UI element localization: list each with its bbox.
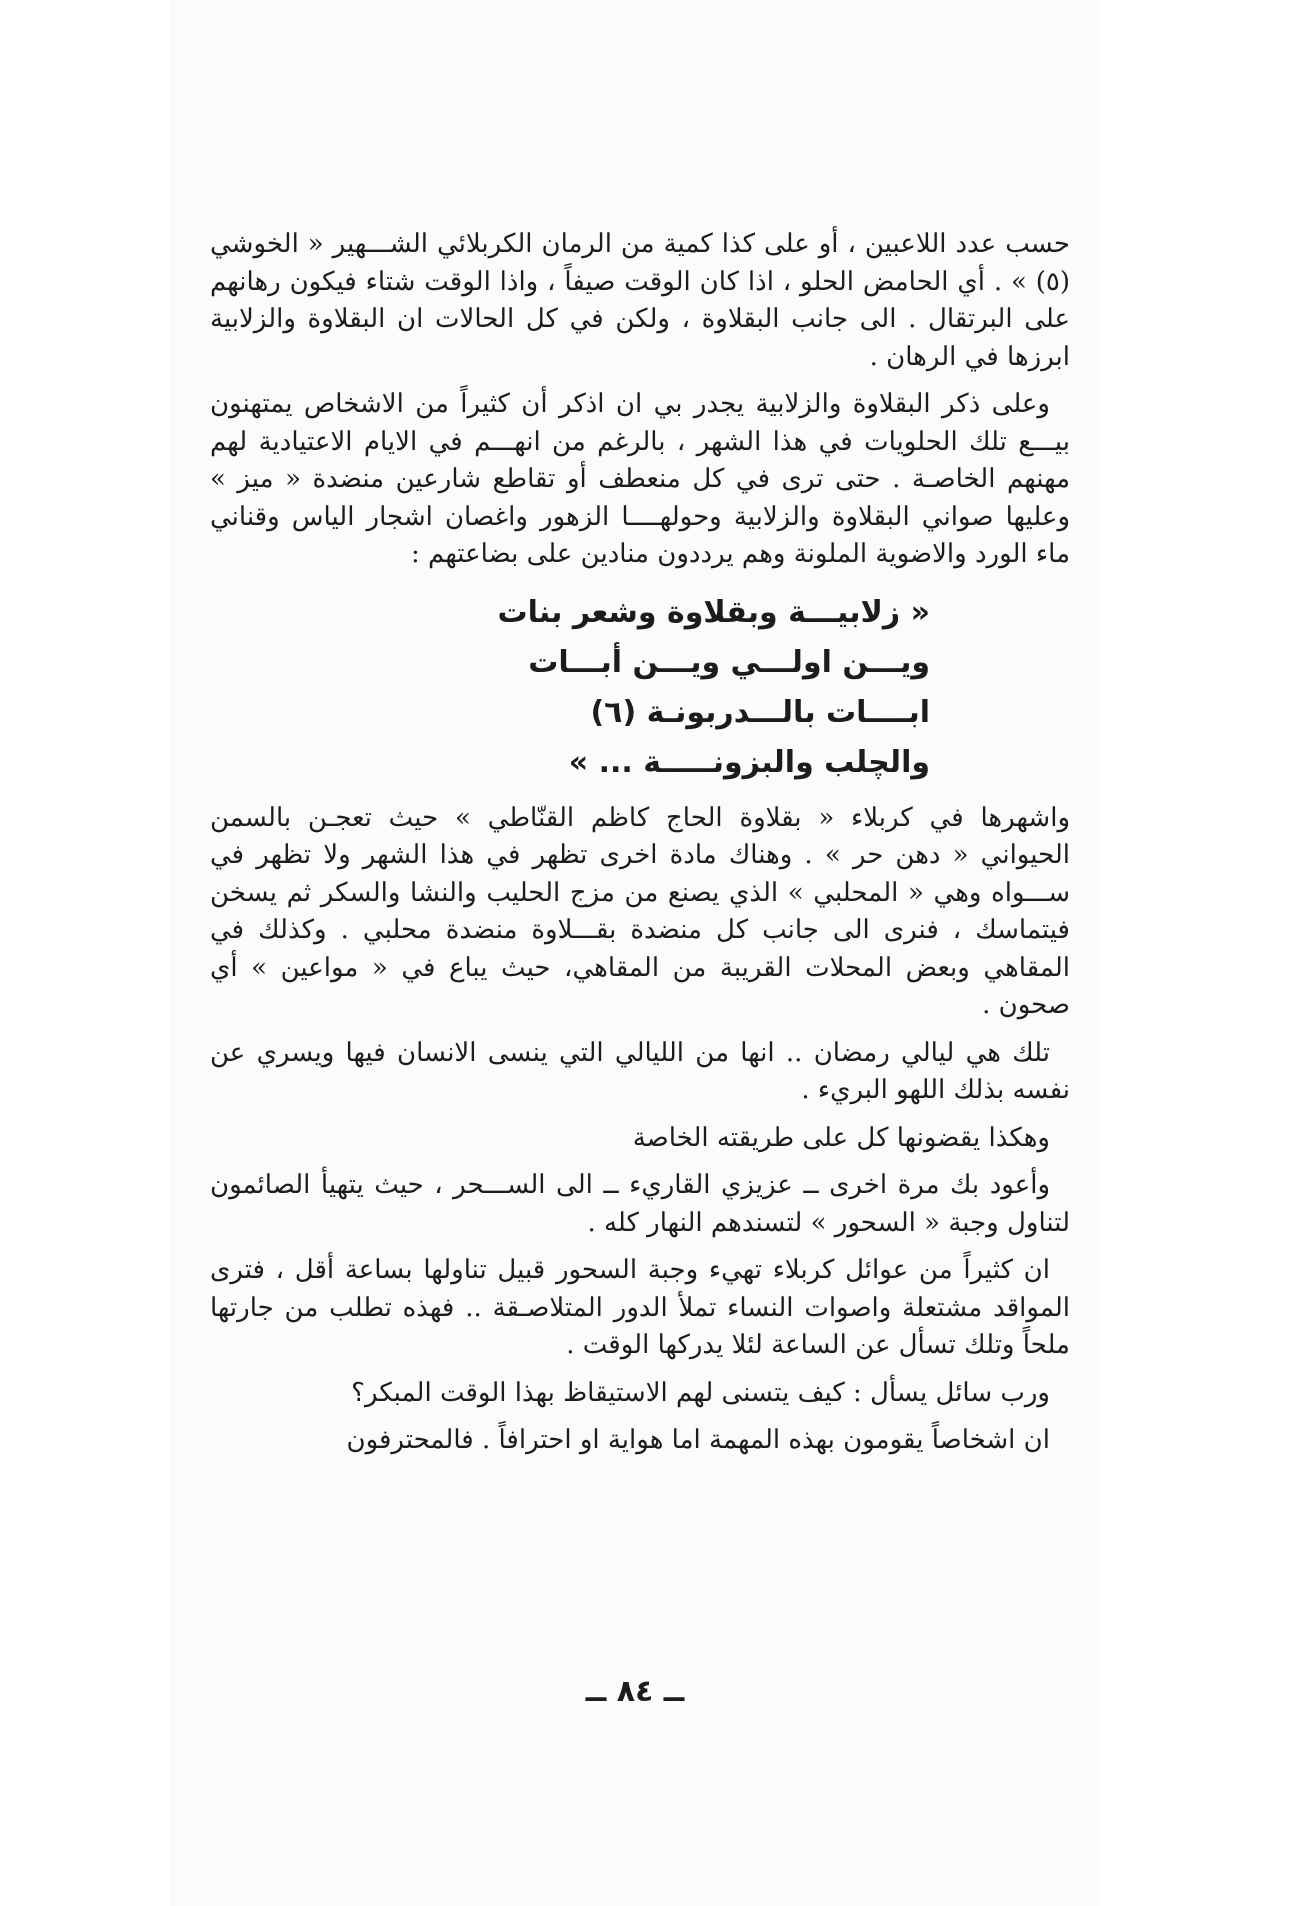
poem-verse: « زلابيـــة وبقلاوة وشعر بنات [497,594,930,630]
poem-verse: والچلب والبزونـــــة ... » [568,744,930,780]
poem-verse: ويـــن اولـــي ويـــن أبـــات [528,644,930,680]
book-page [170,0,1100,1906]
poem-verse: ابــــات بالـــدربونـة (٦) [590,694,930,730]
paragraph: حسب عدد اللاعبين ، أو على كذا كمية من الرمان الكربلائي الشـــهير « الخوشي (٥) » . أي الحامض الحلو ، اذا كان الوقت صيفاً ، واذا الوقت شتاء فيكون رهانهم على البرتقال . الى جانب البقلاوة ، ولكن في كل الحالات ان البقلاوة والزلابية ابرزها في الرهان . [210,229,1070,372]
paragraph: ان اشخاصاً يقومون بهذه المهمة اما هواية او احترافاً . فالمحترفون [346,1425,1050,1455]
page-text-body [210,226,1070,1470]
paragraph: واشهرها في كربلاء « بقلاوة الحاج كاظم القنّاطي » حيث تعجـن بالسمن الحيواني « دهن حر » . وهناك مادة اخرى تظهر في هذا الشهر ولا تظهر في ســـواه وهي « المحلبي » الذي يصنع من مزج الحليب والنشا والسكر ثم يسخن فيتماسك ، فنرى الى جانب كل منضدة بقـــلاوة منضدة محلبي . وكذلك في المقاهي وبعض المحلات القريبة من المقاهي، حيث يباع في « مواعين » أي صحون . [210,802,1070,1020]
paragraph: وهكذا يقضونها كل على طريقته الخاصة [632,1122,1050,1153]
paragraph: ورب سائل يسأل : كيف يتسنى لهم الاستيقاظ بهذا الوقت المبكر؟ [351,1377,1050,1408]
paragraph: وعلى ذكر البقلاوة والزلابية يجدر بي ان اذكر أن كثيراً من الاشخاص يمتهنون بيـــع تلك الحلويات في هذا الشهر ، بالرغم من انهـــم في الايام الاعتيادية لهم مهنهم الخاصـة . حتى ترى في كل منعطف أو تقاطع شارعين منضدة « ميز » وعليها صواني البقلاوة والزلابية وحولهــــا الزهور واغصان اشجار الياس وقناني ماء الورد والاضوية الملونة وهم يرددون منادين على بضاعتهم : [210,389,1070,569]
paragraph: تلك هي ليالي رمضان .. انها من الليالي التي ينسى الانسان فيها ويسري عن نفسه بذلك اللهو البريء . [210,1037,1070,1105]
page-number: ــ ٨٤ ــ [585,1674,685,1709]
poem-block [210,588,1070,788]
paragraph: ان كثيراً من عوائل كربلاء تهيء وجبة السحور قبيل تناولها بساعة أقل ، فترى المواقد مشتعلة واصوات النساء تملأ الدور المتلاصـقة .. فهذه تطلب من جارتها ملحاً وتلك تسأل عن الساعة لئلا يدركها الوقت . [210,1255,1070,1360]
paragraph: وأعود بك مرة اخرى ــ عزيزي القاريء ــ الى الســـحر ، حيث يتهيأ الصائمون لتناول وجبة « السحور » لتسندهم النهار كله . [210,1170,1070,1238]
